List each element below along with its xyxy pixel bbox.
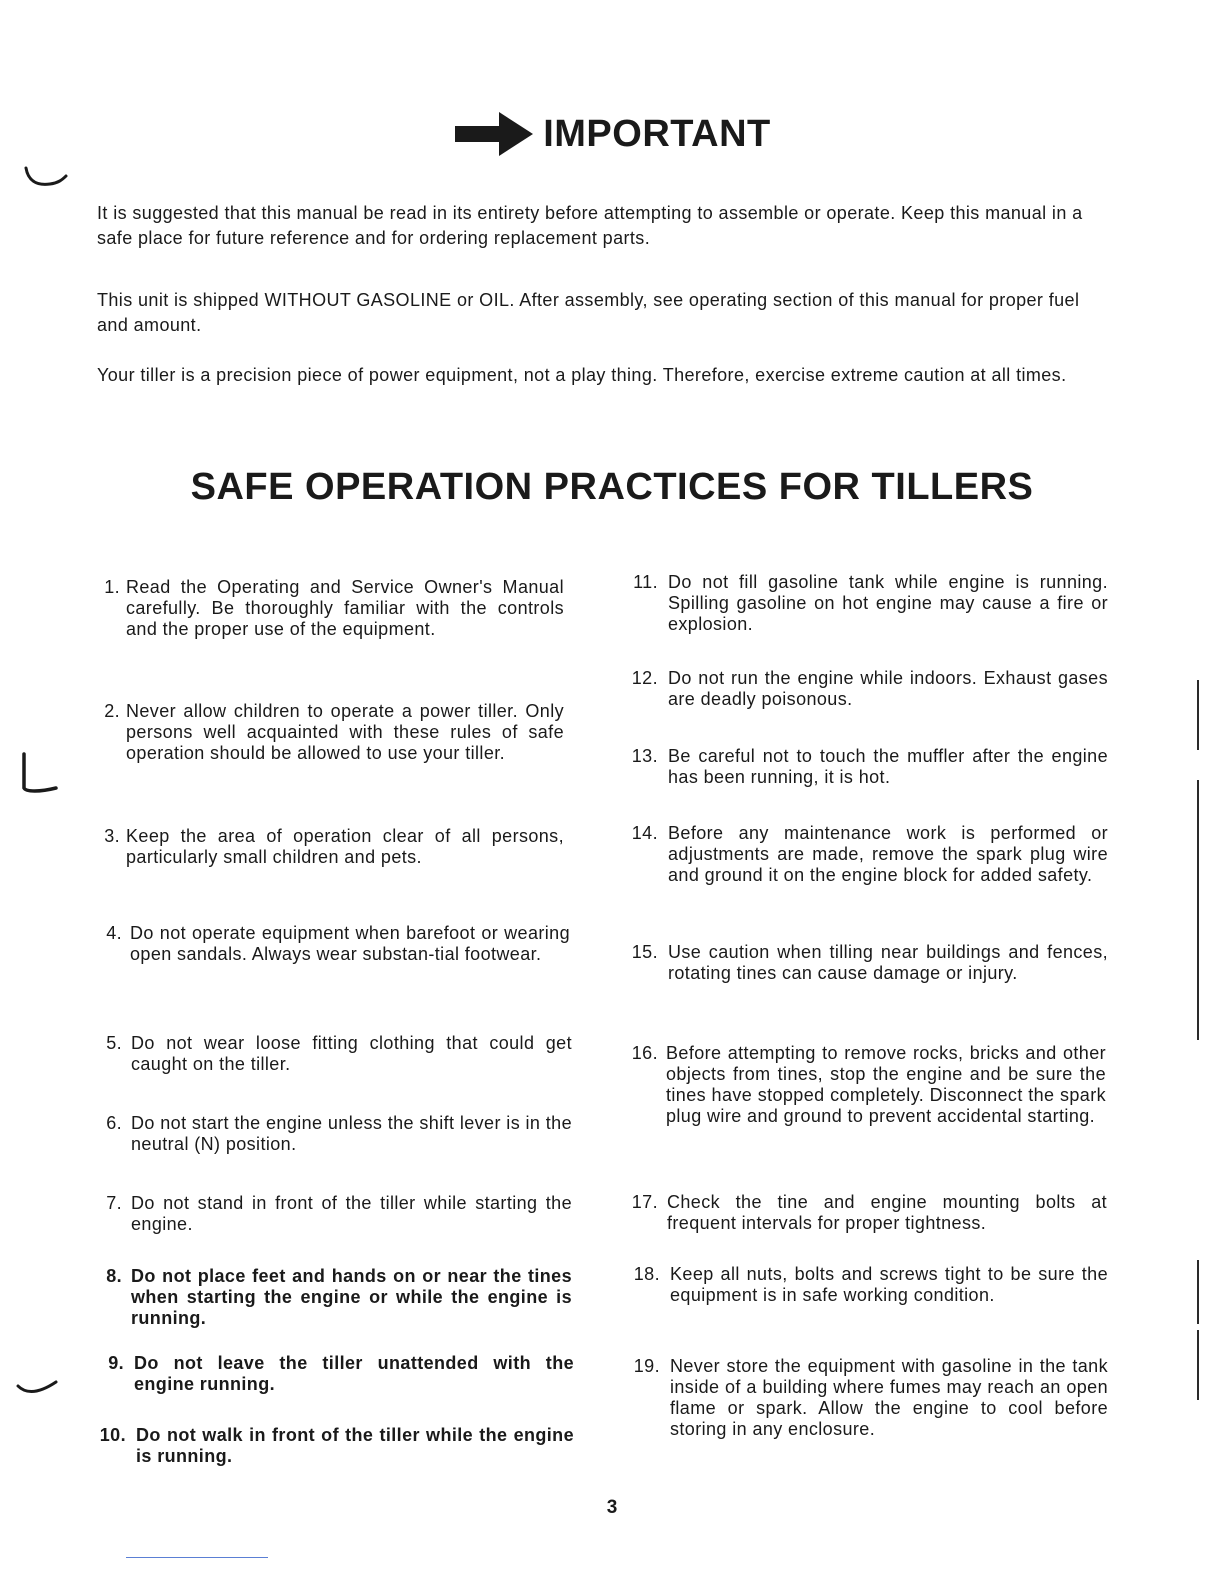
- manual-page: IMPORTANT It is suggested that this manual be read in its entirety before attempting to assemble or operate. Keep this manual in a safe place for future reference and for ordering replacement parts. This unit is shipped WITHOUT GASOLINE or OIL. After assembly, see operating section of this manual for proper fuel and amount. Your tiller is a precision piece of power equipment, not a play thing. Therefore, exercise extreme caution at all times. SAFE OPERATION PRACTICES FOR TILLERS 1. Read the Operating and Service Owner's Manual carefully. Be thoroughly familiar with the controls and the proper use of the equipment. 2. Never allow children to operate a power tiller. Only persons well acquainted with these rules of safe operation should be allowed to use your tiller. 3. Keep the area of operation clear of all persons, particularly small children and pets. 4. Do not operate equipment when barefoot or wearing open sandals. Always wear substan-tial footwear. 5. Do not wear loose fitting clothing that could get caught on the tiller. 6. Do not start the engine unless the shift lever is in the neutral (N) position. 7. Do not stand in front of the tiller while starting the engine. 8. Do not place feet and hands on or near the tines when starting the engine or while the engine is running. 9. Do not leave the tiller unattended with the engine running. 10. Do not walk in front of the tiller while the engine is running. 11. Do not fill gasoline tank while engine is running. Spilling gasoline on hot engine may cause a fire or explosion. 12. Do not run the engine while indoors. Exhaust gases are deadly poisonous. 13. Be careful not to touch the muffler after the engine has been running, it is hot. 14. Before any maintenance work is performed or adjustments are made, remove the spark plug wire and ground it on the engine block for added safety. 15. Use caution when tilling near buildings and fences, rotating tines can cause damage or injury. 16. Before attempting to remove rocks, bricks and other objects from tines, stop the engine and be sure the tines have stopped completely. Disconnect the spark plug wire and ground to prevent accidental starting. 17. Check the tine and engine mounting bolts at frequent intervals for proper tightness. 18. Keep all nuts, bolts and screws tight to be sure the equipment is in safe working condition. 19. Never store the equipment with gasoline in the tank inside of a building where fumes may reach an open flame or spark. Allow the engine to cool before storing in any enclosure. 3: [0, 0, 1224, 1584]
- intro-paragraph: It is suggested that this manual be read in its entirety before attempting to assemble or operate. Keep this manual in a safe place for future reference and for ordering replacement parts.: [97, 203, 1083, 248]
- binder-edge-line: [1197, 1330, 1199, 1400]
- binder-edge-line: [1197, 680, 1199, 750]
- page-number: 3: [606, 1497, 618, 1518]
- intro-paragraph: Your tiller is a precision piece of power equipment, not a play thing. Therefore, exercise extreme caution at all times.: [97, 365, 1067, 385]
- section-title: SAFE OPERATION PRACTICES FOR TILLERS: [190, 466, 1034, 508]
- footer-rule: [126, 1557, 268, 1558]
- binder-edge-line: [1197, 780, 1199, 1040]
- margin-hook-mark-middle: [18, 752, 62, 796]
- binder-edge-line: [1197, 1260, 1199, 1324]
- margin-hook-mark-top: [22, 166, 70, 190]
- important-title: IMPORTANT: [543, 112, 771, 155]
- margin-hook-mark-bottom: [16, 1378, 60, 1400]
- arrow-right-icon: [453, 110, 535, 158]
- important-heading: [0, 110, 1224, 158]
- intro-paragraph: This unit is shipped WITHOUT GASOLINE or OIL. After assembly, see operating section of this manual for proper fuel and amount.: [97, 290, 1080, 335]
